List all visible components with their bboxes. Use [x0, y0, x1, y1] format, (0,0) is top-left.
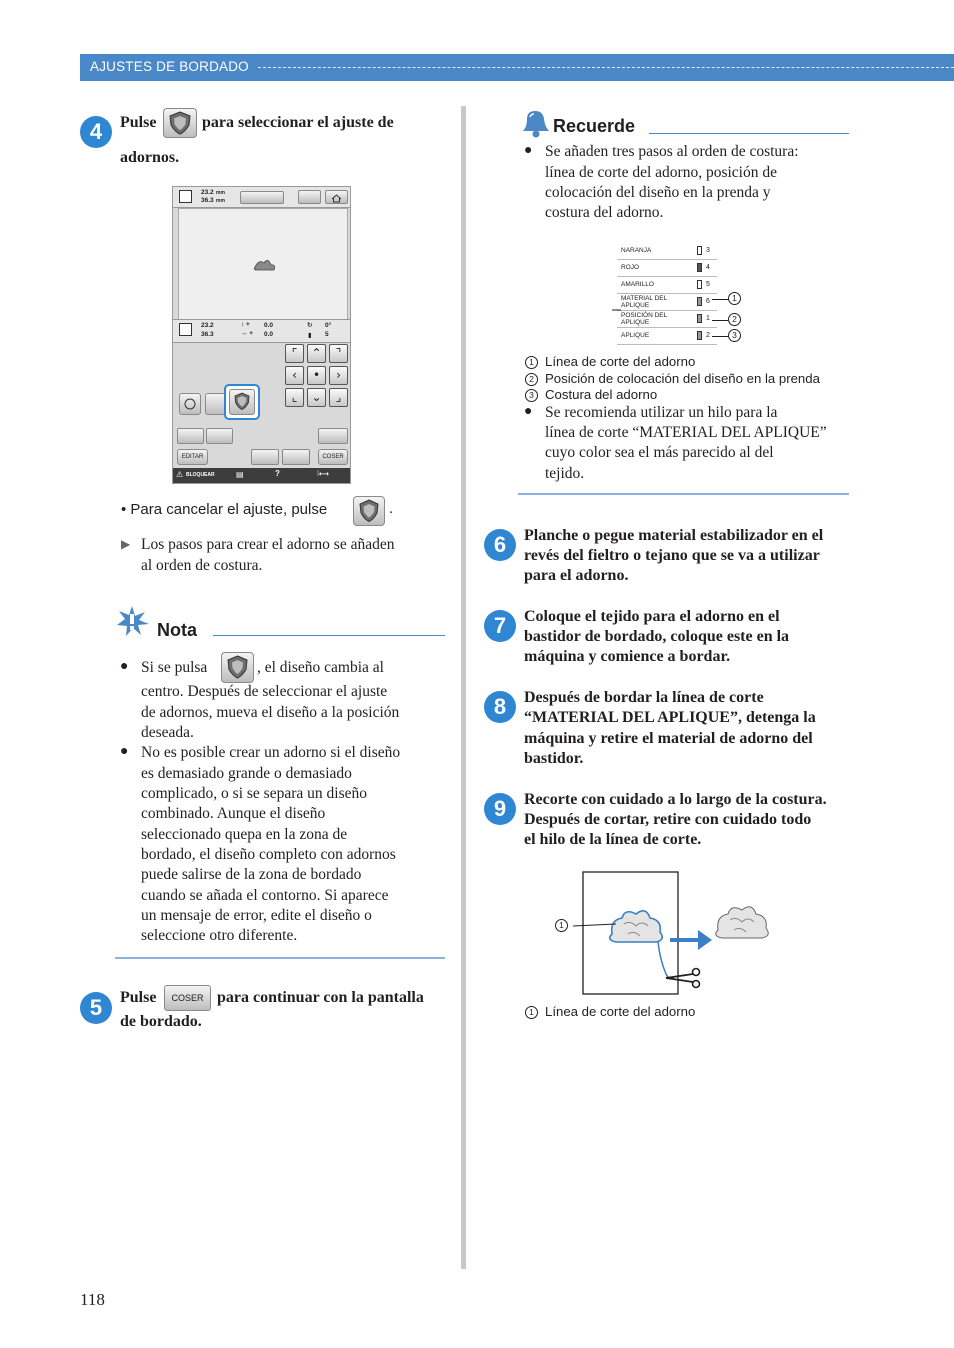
figure2-legend-num: 1	[525, 1006, 538, 1019]
recuerde-bell-icon	[517, 107, 551, 139]
step-6-line: revés del fieltro o tejano que se va a utilizar	[524, 547, 820, 564]
screen-unit-1: mm	[216, 190, 225, 196]
nota-title-line	[213, 635, 445, 636]
thread-row	[617, 260, 717, 277]
callout-leader	[712, 299, 728, 300]
recuerde-bullet1-line: línea de corte del adorno, posición de	[545, 164, 777, 181]
nota-bullet2-line: es demasiado grande o demasiado	[141, 765, 352, 782]
nota-bullet2-line: complicado, o si se separa un diseño	[141, 785, 367, 802]
thread-num: 5	[706, 281, 710, 288]
nota-bullet-2: ●	[120, 744, 129, 759]
recuerde-bullet-1: ●	[524, 143, 533, 158]
screen-angle: 0°	[325, 322, 332, 329]
move-center-button[interactable]: •	[307, 366, 326, 385]
border-button[interactable]	[206, 428, 233, 444]
recuerde-bullet-2: ●	[524, 404, 533, 419]
recuerde-bullet1-line: colocación del diseño en la prenda y	[545, 184, 771, 201]
thread-row	[617, 294, 717, 311]
legend-text: Costura del adorno	[545, 387, 658, 402]
step-6-badge: 6	[484, 529, 516, 561]
rotate-button-icon	[180, 394, 200, 414]
figure2-legend-text: Línea de corte del adorno	[545, 1004, 696, 1019]
home-button[interactable]	[325, 190, 348, 204]
move-down-left-button[interactable]: ⌞	[285, 388, 304, 407]
nota-bullet2-line: seleccione otro diferente.	[141, 927, 298, 944]
shield-icon	[222, 653, 253, 682]
step-4-badge: 4	[80, 116, 112, 148]
recuerde-box-bottom	[518, 493, 849, 495]
column-divider	[461, 106, 466, 1269]
move-up-left-button[interactable]: ⌜	[285, 344, 304, 363]
step-5-badge: 5	[80, 992, 112, 1024]
spool-icon	[697, 331, 702, 340]
nota-bullet-1: ●	[120, 659, 129, 674]
home-icon	[326, 192, 347, 204]
screen-size-w-2: 23.2	[201, 322, 214, 329]
position-arrow-icon	[612, 306, 622, 314]
thread-row	[617, 311, 717, 328]
trial-button[interactable]	[282, 449, 310, 465]
move-down-right-button[interactable]: ⌟	[329, 388, 348, 407]
step-9-line: Recorte con cuidado a lo largo de la costura.	[524, 791, 827, 808]
step-5-text-end: para continuar con la pantalla	[217, 989, 424, 1006]
figure2-callout: 1	[555, 919, 568, 932]
thread-row	[617, 243, 717, 260]
step-5-text-line2: de bordado.	[120, 1013, 202, 1030]
screen-unit-2: mm	[216, 198, 225, 204]
nota-bullet1-start: Si se pulsa	[141, 659, 208, 676]
warning-icon: ⚠	[176, 470, 184, 479]
nota-bullet2-line: bordado, el diseño completo con adornos	[141, 846, 396, 863]
nota-bullet2-line: cuando se añada el contorno. Si aparece	[141, 887, 389, 904]
density-button[interactable]	[177, 428, 204, 444]
thread-name: ROJO	[621, 264, 640, 271]
nota-bullet2-line: un mensaje de error, edite el diseño o	[141, 907, 372, 924]
result-note-line2: al orden de costura.	[141, 557, 263, 574]
screen-size-h-2: 36.3	[201, 331, 214, 338]
callout-leader	[712, 336, 728, 337]
screen-pos-v: 0.0	[264, 322, 274, 329]
step-7-badge: 7	[484, 610, 516, 642]
page-number: 118	[80, 1290, 105, 1309]
nota-bullet2-line: puede salirse de la zona de bordado	[141, 866, 362, 883]
move-up-right-button[interactable]: ⌝	[329, 344, 348, 363]
nota-bullet1-end: , el diseño cambia al	[257, 659, 384, 676]
thread-name: POSICIÓN DEL APLIQUE	[621, 312, 667, 326]
step-9-line: Después de cortar, retire con cuidado todo	[524, 811, 812, 828]
step-7-line: Coloque el tejido para el adorno en el	[524, 608, 780, 625]
thread-row	[617, 277, 717, 294]
cancel-note-end: .	[389, 500, 394, 517]
spool-icon	[697, 314, 702, 323]
callout-1: 1	[728, 292, 741, 305]
thread-name: MATERIAL DEL APLIQUE	[621, 295, 667, 309]
recuerde-bullet2-line: tejido.	[545, 465, 585, 482]
thread-num: 6	[706, 298, 710, 305]
step-7-line: bastidor de bordado, coloque este en la	[524, 628, 790, 645]
cancel-note-text: • Para cancelar el ajuste, pulse	[121, 501, 328, 518]
stitch-button[interactable]	[251, 449, 279, 465]
legend-num: 1	[525, 356, 538, 369]
recuerde-bullet1-line: Se añaden tres pasos al orden de costura:	[545, 143, 799, 160]
nota-bullet2-line: seleccionado quepa en la zona de	[141, 826, 348, 843]
memory-save-button[interactable]	[318, 428, 348, 444]
step-9-line: el hilo de la línea de corte.	[524, 831, 702, 848]
step-5-text-start: Pulse	[120, 989, 157, 1006]
section-title: AJUSTES DE BORDADO	[90, 59, 249, 74]
memory-button[interactable]	[298, 190, 321, 204]
step-8-line: “MATERIAL DEL APLIQUE”, detenga la	[524, 709, 816, 726]
design-preview-icon	[179, 209, 347, 319]
step-8-line: máquina y retire el material de adorno del	[524, 730, 813, 747]
sew-button-icon: COSER	[164, 985, 211, 1011]
nota-bullet1-line: deseada.	[141, 724, 194, 741]
thread-name: APLIQUE	[621, 332, 650, 339]
recuerde-bullet2-line: Se recomienda utilizar un hilo para la	[545, 404, 778, 421]
step-9-badge: 9	[484, 793, 516, 825]
nota-bullet1-line: de adornos, mueva el diseño a la posición	[141, 704, 400, 721]
screen-size-h: 36.3	[201, 197, 214, 204]
applique-button-icon-small	[353, 496, 385, 526]
applique-button-icon-nota	[221, 652, 254, 683]
callout-3: 3	[728, 329, 741, 342]
spool-icon: ▮	[308, 332, 312, 339]
recuerde-bullet2-line: cuyo color sea el más parecido al del	[545, 444, 774, 461]
nota-bullet2-line: No es posible crear un adorno si el diseño	[141, 744, 401, 761]
thread-name: NARANJA	[621, 247, 652, 254]
nota-star-icon	[114, 604, 154, 640]
nota-title: Nota	[157, 620, 197, 640]
vertical-arrow-icon: ↕ +	[241, 321, 250, 328]
header-dash-line	[258, 67, 954, 68]
step-8-line: bastidor.	[524, 750, 584, 767]
nota-bullet1-line: centro. Después de seleccionar el ajuste	[141, 683, 388, 700]
screen-size-w: 23.2	[201, 189, 214, 196]
applique-button[interactable]	[229, 389, 255, 415]
legend-text: Posición de colocación del diseño en la prenda	[545, 371, 820, 386]
step-7-line: máquina y comience a bordar.	[524, 648, 731, 665]
screen-info-bar	[173, 319, 350, 343]
move-left-button[interactable]: ‹	[285, 366, 304, 385]
help-icon[interactable]: ?	[275, 469, 280, 478]
nota-box-bottom	[115, 957, 445, 959]
legend-num: 3	[525, 389, 538, 402]
sew-button-screen[interactable]: COSER	[318, 449, 348, 465]
step-4-text-start: Pulse	[120, 114, 157, 131]
thread-num: 4	[706, 264, 710, 271]
step-8-badge: 8	[484, 691, 516, 723]
recuerde-bullet2-line: línea de corte “MATERIAL DEL APLIQUE”	[545, 424, 827, 441]
thread-name: AMARILLO	[621, 281, 654, 288]
size-icon-2	[179, 323, 192, 336]
thread-num: 1	[706, 315, 710, 322]
result-marker-icon: ▶	[121, 537, 131, 551]
spool-icon	[697, 263, 702, 272]
result-note-line1: Los pasos para crear el adorno se añaden	[141, 536, 395, 553]
thread-row	[617, 328, 717, 345]
step-8-line: Después de bordar la línea de corte	[524, 689, 764, 706]
callout-leader	[712, 320, 728, 321]
page-icon[interactable]: ▤	[236, 470, 244, 479]
horizontal-arrow-icon: ↔ +	[241, 330, 254, 337]
recuerde-bullet1-line: costura del adorno.	[545, 204, 664, 221]
rotate-button[interactable]	[179, 393, 201, 415]
spool-icon	[697, 280, 702, 289]
cutting-illustration	[570, 868, 790, 1000]
size-icon	[179, 190, 192, 203]
recuerde-title: Recuerde	[553, 116, 636, 136]
shield-icon	[164, 109, 196, 137]
move-down-button[interactable]: ⌄	[307, 388, 326, 407]
spool-icon	[697, 246, 702, 255]
machine-screen	[172, 186, 351, 484]
thread-num: 3	[706, 247, 710, 254]
step-6-line: Planche o pegue material estabilizador en el	[524, 527, 824, 544]
embroidery-area	[178, 208, 348, 320]
step-6-line: para el adorno.	[524, 567, 629, 584]
nota-bullet2-line: combinado. Aunque el diseño	[141, 805, 326, 822]
screen-thread-count: 5	[325, 331, 329, 338]
move-right-button[interactable]: ›	[329, 366, 348, 385]
lock-label[interactable]: BLOQUEAR	[186, 472, 215, 478]
hoop-select-button[interactable]	[240, 191, 284, 204]
edit-button[interactable]: EDITAR	[177, 449, 208, 465]
legend-num: 2	[525, 373, 538, 386]
thread-num: 2	[706, 332, 710, 339]
step-4-text-end: para seleccionar el ajuste de	[202, 114, 394, 131]
legend-text: Línea de corte del adorno	[545, 354, 696, 369]
move-up-button[interactable]: ⌃	[307, 344, 326, 363]
spool-icon	[697, 297, 702, 306]
settings-icon[interactable]: ⫶⟷	[317, 471, 329, 478]
screen-pos-h: 0.0	[264, 331, 274, 338]
rotate-icon: ↻	[307, 322, 313, 329]
applique-button-highlight[interactable]	[224, 384, 260, 420]
applique-button-icon	[163, 108, 197, 138]
shield-icon	[230, 390, 254, 414]
step-4-text-line2: adornos.	[120, 149, 180, 166]
callout-2: 2	[728, 313, 741, 326]
recuerde-title-line	[649, 133, 849, 134]
shield-icon	[354, 497, 384, 525]
